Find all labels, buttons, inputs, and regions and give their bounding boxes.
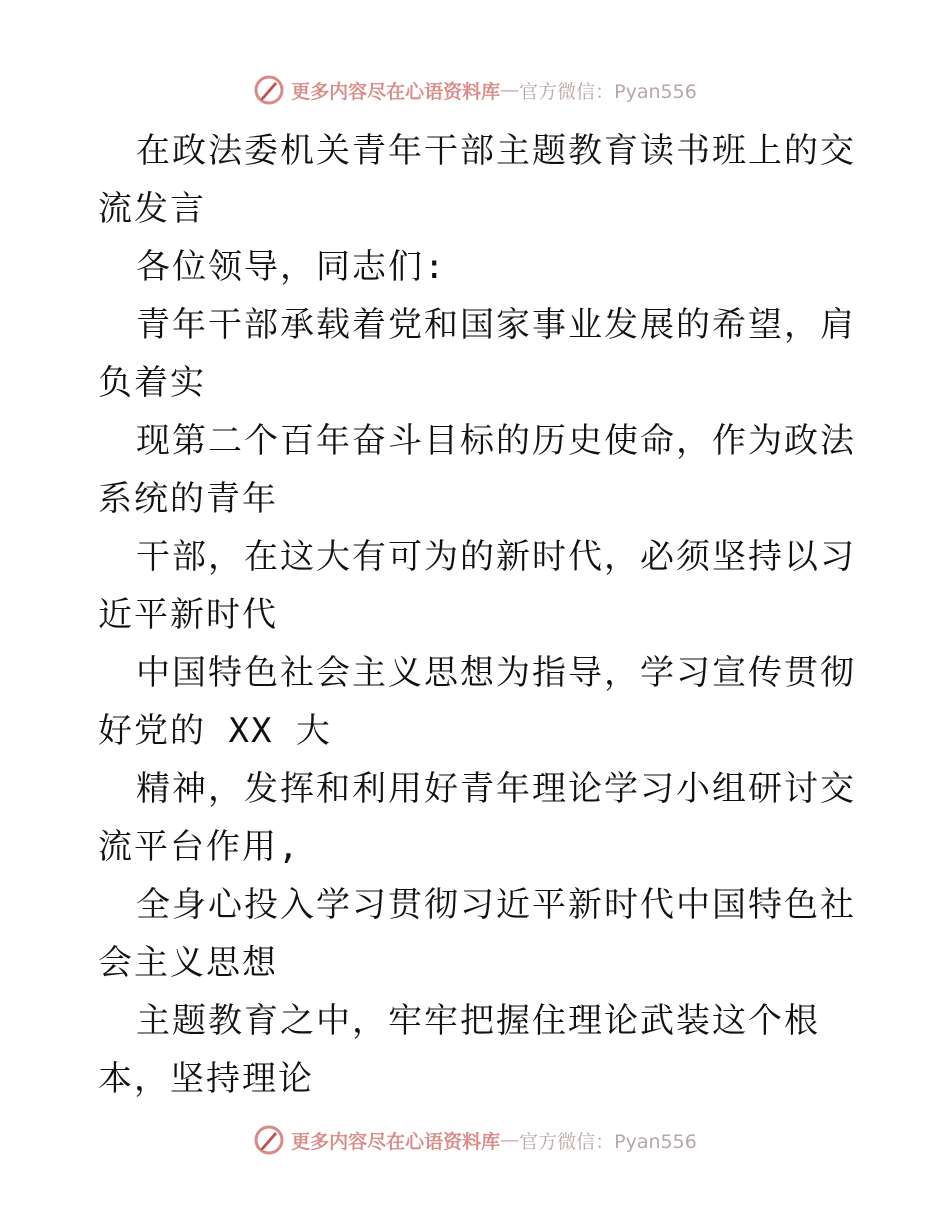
footer-contact: 官方微信：Pyan556 xyxy=(519,1130,697,1153)
header-site-name: 更多内容尽在心语资料库 xyxy=(291,80,501,103)
quill-logo-icon xyxy=(253,74,285,106)
header-separator: — xyxy=(500,79,520,101)
salutation: 各位领导，同志们: xyxy=(136,247,447,287)
footer-watermark xyxy=(0,1122,950,1158)
header-watermark xyxy=(0,72,950,108)
document-title: 在政法委机关青年干部主题教育读书班上的交流发言 xyxy=(98,131,856,229)
paragraph-line: 精神，发挥和利用好青年理论学习小组研讨交流平台作用, xyxy=(98,769,856,867)
paragraph-line: 现第二个百年奋斗目标的历史使命，作为政法系统的青年 xyxy=(98,421,856,519)
footer-site-name: 更多内容尽在心语资料库 xyxy=(291,1130,501,1153)
paragraph-line: 主题教育之中，牢牢把握住理论武装这个根本，坚持理论 xyxy=(98,1001,820,1099)
header-contact: 官方微信：Pyan556 xyxy=(519,80,697,103)
quill-logo-icon xyxy=(253,1124,285,1156)
paragraph-line: 全身心投入学习贯彻习近平新时代中国特色社会主义思想 xyxy=(98,885,856,983)
paragraph-line: 青年干部承载着党和国家事业发展的希望，肩负着实 xyxy=(98,305,856,403)
paragraph-line: 中国特色社会主义思想为指导，学习宣传贯彻好党的 XX 大 xyxy=(98,653,856,751)
paragraph-line: 干部，在这大有可为的新时代，必须坚持以习近平新时代 xyxy=(98,537,856,635)
footer-separator: — xyxy=(500,1129,520,1151)
